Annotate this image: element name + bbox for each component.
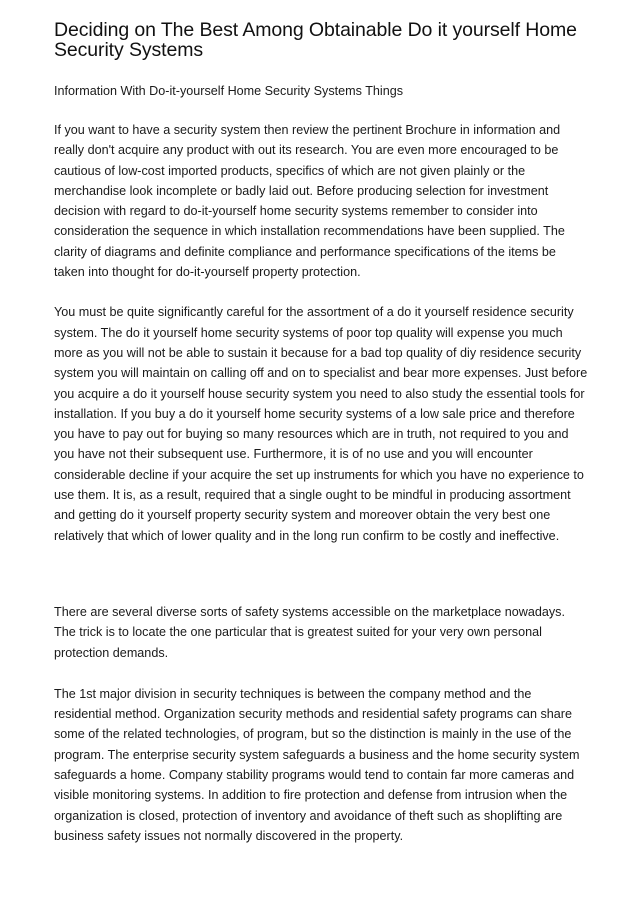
document-title: Deciding on The Best Among Obtainable Do it yourself Home Security Systems: [54, 19, 577, 61]
document-page: [54, 20, 589, 846]
paragraph-3: There are several diverse sorts of safety systems accessible on the marketplace nowadays. The trick is to locate the one particular that is greatest suited for your very own personal protection demands.: [54, 604, 565, 660]
paragraph-2: You must be quite significantly careful for the assortment of a do it yourself residence security system. The do it yourself home security systems of poor top quality will expense you much more as you will not be able to sustain it because for a bad top quality of diy residence security system you will maintain on calling off and on to specialist and bear more expenses. Just before you acquire a do it yourself house security system you need to also study the essential tools for installation. If you buy a do it yourself home security systems of a low sale price and therefore you have to pay out for buying so many resources which are in truth, not required to you and you have not their subsequent use. Furthermore, it is of no use and you will encounter considerable decline if your acquire the set up instruments for which you have no experience to use them. It is, as a result, required that a single ought to be mindful in producing assortment and getting do it yourself property security system and moreover obtain the very best one relatively that which of lower quality and in the long run confirm to be costly and ineffective.: [54, 305, 588, 543]
document-subtitle: Information With Do-it-yourself Home Security Systems Things: [54, 84, 404, 98]
paragraph-1: If you want to have a security system then review the pertinent Brochure in information and really don't acquire any product with out its research. You are even more encouraged to be cautious of low-cost imported products, specifics of which are not given plainly or the merchandise look incomplete or badly laid out. Before producing selection for investment decision with regard to do-it-yourself home security systems remember to consider into consideration the sequence in which installation recommendations have been supplied. The clarity of diagrams and definite compliance and performance specifications of the items be taken into thought for do-it-yourself property protection.: [54, 123, 565, 280]
paragraph-4: The 1st major division in security techniques is between the company method and the residential method. Organization security methods and residential safety programs can share some of the related technologies, of program, but so the distinction is mainly in the use of the program. The enterprise security system safeguards a business and the home security system safeguards a home. Company stability programs would tend to contain far more cameras and visible monitoring systems. In addition to fire protection and defense from intrusion when the organization is closed, protection of inventory and avoidance of theft such as shoplifting are business safety issues not normally discovered in the property.: [54, 686, 580, 843]
